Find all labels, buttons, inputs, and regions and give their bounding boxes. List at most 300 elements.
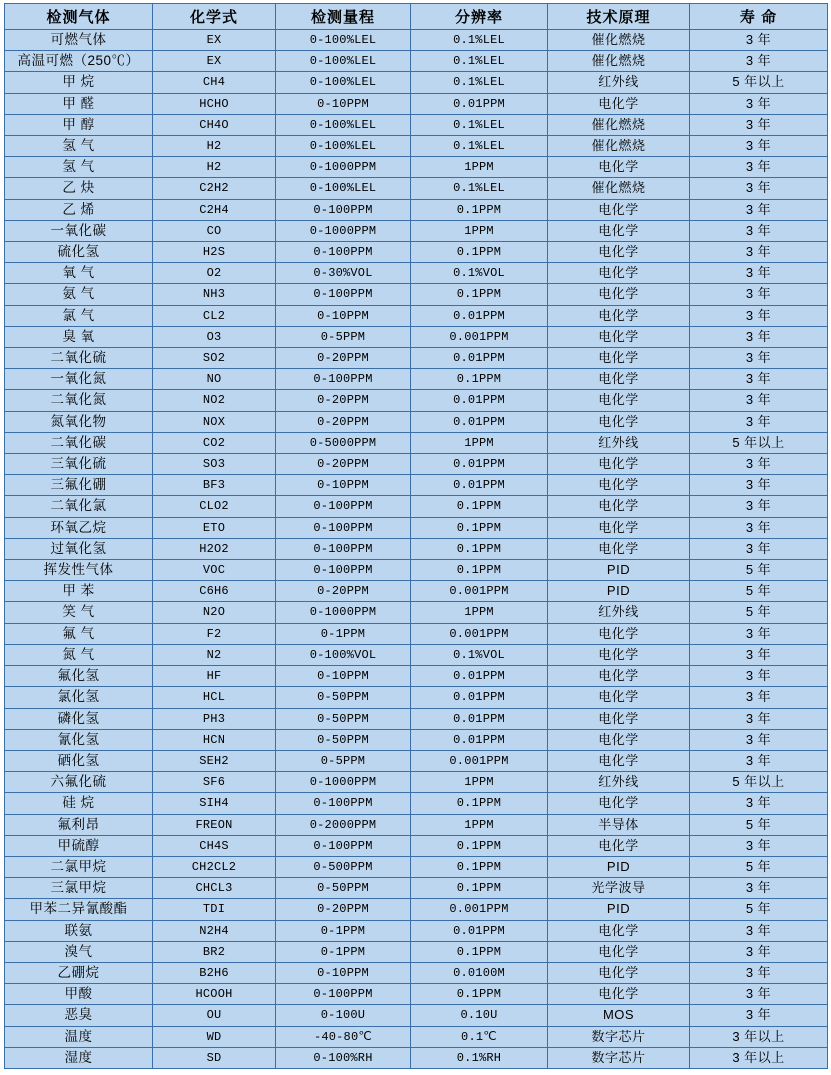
table-row (5, 644, 828, 665)
table-row (5, 602, 828, 623)
cell-lifespan: 3 年 (690, 475, 828, 496)
cell-principle: 电化学 (548, 962, 690, 983)
cell-range: 0-20PPM (276, 348, 411, 369)
cell-lifespan: 3 年 (690, 390, 828, 411)
cell-lifespan: 5 年 (690, 581, 828, 602)
table-row (5, 369, 828, 390)
cell-formula: SO3 (153, 454, 276, 475)
column-header-lifespan: 寿 命 (690, 4, 828, 30)
cell-gas: 硅 烷 (5, 793, 153, 814)
cell-resolution: 0.1PPM (411, 242, 548, 263)
cell-formula: O3 (153, 326, 276, 347)
table-row (5, 984, 828, 1005)
cell-lifespan: 3 年 (690, 793, 828, 814)
cell-range: 0-30%VOL (276, 263, 411, 284)
cell-lifespan: 3 年以上 (690, 1026, 828, 1047)
cell-range: 0-20PPM (276, 411, 411, 432)
cell-principle: 红外线 (548, 72, 690, 93)
table-row (5, 114, 828, 135)
cell-principle: 催化燃烧 (548, 114, 690, 135)
cell-range: 0-100%LEL (276, 72, 411, 93)
cell-gas: 氧 气 (5, 263, 153, 284)
cell-principle: 电化学 (548, 199, 690, 220)
cell-formula: TDI (153, 899, 276, 920)
cell-gas: 甲苯二异氰酸酯 (5, 899, 153, 920)
cell-principle: 电化学 (548, 242, 690, 263)
cell-resolution: 0.01PPM (411, 666, 548, 687)
cell-lifespan: 3 年 (690, 708, 828, 729)
cell-resolution: 0.01PPM (411, 411, 548, 432)
cell-principle: 电化学 (548, 220, 690, 241)
cell-range: 0-20PPM (276, 581, 411, 602)
cell-formula: O2 (153, 263, 276, 284)
cell-principle: 电化学 (548, 835, 690, 856)
cell-gas: 氯化氢 (5, 687, 153, 708)
cell-formula: C2H4 (153, 199, 276, 220)
cell-principle: 催化燃烧 (548, 178, 690, 199)
table-row (5, 750, 828, 771)
cell-formula: CHCL3 (153, 878, 276, 899)
cell-range: 0-10PPM (276, 475, 411, 496)
cell-range: 0-100PPM (276, 560, 411, 581)
cell-resolution: 0.1PPM (411, 878, 548, 899)
table-row (5, 411, 828, 432)
cell-gas: 一氧化碳 (5, 220, 153, 241)
table-row (5, 454, 828, 475)
cell-principle: 红外线 (548, 432, 690, 453)
cell-range: -40-80℃ (276, 1026, 411, 1047)
table-row (5, 220, 828, 241)
cell-resolution: 1PPM (411, 157, 548, 178)
cell-range: 0-100PPM (276, 199, 411, 220)
cell-range: 0-100%LEL (276, 136, 411, 157)
cell-formula: BF3 (153, 475, 276, 496)
cell-principle: 电化学 (548, 475, 690, 496)
cell-resolution: 0.001PPM (411, 326, 548, 347)
cell-gas: 硒化氢 (5, 750, 153, 771)
cell-gas: 二氧化碳 (5, 432, 153, 453)
cell-range: 0-1000PPM (276, 602, 411, 623)
table-row (5, 51, 828, 72)
cell-formula: SD (153, 1047, 276, 1068)
cell-range: 0-10PPM (276, 666, 411, 687)
table-row (5, 878, 828, 899)
cell-formula: NO (153, 369, 276, 390)
cell-formula: SF6 (153, 772, 276, 793)
cell-resolution: 0.01PPM (411, 475, 548, 496)
table-row (5, 623, 828, 644)
cell-formula: EX (153, 51, 276, 72)
cell-lifespan: 3 年 (690, 984, 828, 1005)
cell-gas: 一氧化氮 (5, 369, 153, 390)
cell-principle: 电化学 (548, 284, 690, 305)
cell-principle: 电化学 (548, 369, 690, 390)
cell-principle: 电化学 (548, 708, 690, 729)
cell-gas: 氟 气 (5, 623, 153, 644)
cell-resolution: 0.001PPM (411, 899, 548, 920)
cell-principle: 电化学 (548, 793, 690, 814)
table-row (5, 305, 828, 326)
cell-formula: NH3 (153, 284, 276, 305)
cell-formula: N2H4 (153, 920, 276, 941)
cell-resolution: 0.1%LEL (411, 114, 548, 135)
cell-principle: MOS (548, 1005, 690, 1026)
cell-lifespan: 5 年 (690, 814, 828, 835)
cell-formula: FREON (153, 814, 276, 835)
cell-principle: 电化学 (548, 263, 690, 284)
cell-range: 0-100PPM (276, 242, 411, 263)
cell-gas: 二氯甲烷 (5, 856, 153, 877)
table-row (5, 666, 828, 687)
cell-resolution: 0.01PPM (411, 708, 548, 729)
cell-formula: B2H6 (153, 962, 276, 983)
table-row (5, 687, 828, 708)
table-row (5, 581, 828, 602)
cell-principle: PID (548, 899, 690, 920)
table-row (5, 962, 828, 983)
cell-range: 0-20PPM (276, 390, 411, 411)
table-row (5, 136, 828, 157)
table-row (5, 1026, 828, 1047)
cell-range: 0-100%LEL (276, 51, 411, 72)
cell-resolution: 0.01PPM (411, 920, 548, 941)
cell-resolution: 0.01PPM (411, 454, 548, 475)
cell-lifespan: 3 年 (690, 348, 828, 369)
cell-formula: HCL (153, 687, 276, 708)
cell-lifespan: 3 年 (690, 369, 828, 390)
cell-formula: F2 (153, 623, 276, 644)
table-row (5, 475, 828, 496)
cell-gas: 硫化氢 (5, 242, 153, 263)
cell-gas: 甲硫醇 (5, 835, 153, 856)
cell-lifespan: 3 年 (690, 326, 828, 347)
cell-resolution: 0.1PPM (411, 560, 548, 581)
cell-range: 0-100PPM (276, 835, 411, 856)
cell-principle: 电化学 (548, 411, 690, 432)
cell-lifespan: 3 年 (690, 496, 828, 517)
table-row (5, 390, 828, 411)
cell-lifespan: 5 年 (690, 899, 828, 920)
cell-principle: 电化学 (548, 305, 690, 326)
cell-lifespan: 3 年 (690, 178, 828, 199)
cell-formula: CLO2 (153, 496, 276, 517)
cell-formula: OU (153, 1005, 276, 1026)
cell-gas: 甲 醇 (5, 114, 153, 135)
cell-principle: PID (548, 581, 690, 602)
cell-gas: 二氧化氮 (5, 390, 153, 411)
cell-formula: EX (153, 30, 276, 51)
cell-lifespan: 3 年 (690, 687, 828, 708)
cell-gas: 磷化氢 (5, 708, 153, 729)
cell-principle: 电化学 (548, 623, 690, 644)
cell-resolution: 0.1PPM (411, 941, 548, 962)
cell-resolution: 0.01PPM (411, 348, 548, 369)
table-body (5, 30, 828, 1069)
cell-principle: 电化学 (548, 517, 690, 538)
cell-resolution: 0.1PPM (411, 835, 548, 856)
cell-lifespan: 3 年 (690, 920, 828, 941)
cell-resolution: 0.1PPM (411, 984, 548, 1005)
cell-lifespan: 3 年 (690, 157, 828, 178)
cell-range: 0-100%LEL (276, 30, 411, 51)
table-row (5, 1047, 828, 1068)
cell-resolution: 0.01PPM (411, 729, 548, 750)
cell-principle: 电化学 (548, 157, 690, 178)
table-row (5, 899, 828, 920)
cell-lifespan: 3 年 (690, 454, 828, 475)
cell-resolution: 0.1PPM (411, 856, 548, 877)
cell-gas: 氯 气 (5, 305, 153, 326)
cell-gas: 氨 气 (5, 284, 153, 305)
cell-resolution: 1PPM (411, 220, 548, 241)
cell-formula: N2O (153, 602, 276, 623)
cell-gas: 挥发性气体 (5, 560, 153, 581)
cell-gas: 氟化氢 (5, 666, 153, 687)
cell-range: 0-100%RH (276, 1047, 411, 1068)
cell-lifespan: 3 年 (690, 538, 828, 559)
table-header-row (5, 4, 828, 30)
cell-principle: 电化学 (548, 348, 690, 369)
cell-range: 0-1PPM (276, 941, 411, 962)
cell-formula: ETO (153, 517, 276, 538)
cell-gas: 氟利昂 (5, 814, 153, 835)
cell-resolution: 0.10U (411, 1005, 548, 1026)
cell-lifespan: 3 年 (690, 623, 828, 644)
cell-range: 0-100%LEL (276, 114, 411, 135)
cell-lifespan: 3 年 (690, 242, 828, 263)
cell-gas: 笑 气 (5, 602, 153, 623)
cell-range: 0-20PPM (276, 454, 411, 475)
cell-formula: NOX (153, 411, 276, 432)
cell-formula: CH4 (153, 72, 276, 93)
cell-resolution: 0.1%VOL (411, 263, 548, 284)
cell-formula: HF (153, 666, 276, 687)
cell-range: 0-50PPM (276, 708, 411, 729)
table-row (5, 326, 828, 347)
table-row (5, 263, 828, 284)
cell-resolution: 1PPM (411, 814, 548, 835)
cell-gas: 三氯甲烷 (5, 878, 153, 899)
cell-lifespan: 3 年 (690, 835, 828, 856)
table-row (5, 835, 828, 856)
cell-principle: 电化学 (548, 93, 690, 114)
cell-range: 0-10PPM (276, 962, 411, 983)
cell-resolution: 0.01PPM (411, 305, 548, 326)
column-header-gas: 检测气体 (5, 4, 153, 30)
cell-formula: H2S (153, 242, 276, 263)
cell-principle: PID (548, 560, 690, 581)
table-row (5, 242, 828, 263)
cell-lifespan: 3 年 (690, 962, 828, 983)
cell-formula: PH3 (153, 708, 276, 729)
cell-principle: 电化学 (548, 687, 690, 708)
cell-principle: 电化学 (548, 644, 690, 665)
cell-range: 0-2000PPM (276, 814, 411, 835)
cell-principle: 电化学 (548, 390, 690, 411)
table-row (5, 772, 828, 793)
cell-range: 0-1PPM (276, 920, 411, 941)
cell-gas: 恶臭 (5, 1005, 153, 1026)
cell-range: 0-100%LEL (276, 178, 411, 199)
cell-gas: 可燃气体 (5, 30, 153, 51)
cell-formula: H2 (153, 157, 276, 178)
table-row (5, 496, 828, 517)
cell-gas: 环氧乙烷 (5, 517, 153, 538)
cell-principle: 电化学 (548, 941, 690, 962)
table-row (5, 199, 828, 220)
cell-lifespan: 3 年 (690, 941, 828, 962)
cell-range: 0-50PPM (276, 878, 411, 899)
table-row (5, 1005, 828, 1026)
cell-lifespan: 3 年 (690, 220, 828, 241)
table-row (5, 178, 828, 199)
cell-resolution: 0.1%LEL (411, 51, 548, 72)
cell-gas: 溴气 (5, 941, 153, 962)
cell-formula: H2O2 (153, 538, 276, 559)
cell-resolution: 0.1PPM (411, 496, 548, 517)
cell-principle: 电化学 (548, 666, 690, 687)
cell-principle: 催化燃烧 (548, 30, 690, 51)
cell-lifespan: 3 年 (690, 517, 828, 538)
cell-resolution: 0.01PPM (411, 390, 548, 411)
cell-range: 0-100PPM (276, 496, 411, 517)
cell-lifespan: 5 年以上 (690, 772, 828, 793)
cell-lifespan: 3 年 (690, 199, 828, 220)
cell-principle: 电化学 (548, 750, 690, 771)
cell-range: 0-5000PPM (276, 432, 411, 453)
cell-formula: CH4O (153, 114, 276, 135)
table-row (5, 941, 828, 962)
table-row (5, 729, 828, 750)
cell-lifespan: 3 年 (690, 666, 828, 687)
cell-formula: CL2 (153, 305, 276, 326)
cell-gas: 氢 气 (5, 157, 153, 178)
cell-lifespan: 5 年 (690, 602, 828, 623)
cell-lifespan: 5 年 (690, 560, 828, 581)
table-row (5, 432, 828, 453)
cell-resolution: 0.01PPM (411, 687, 548, 708)
cell-range: 0-100PPM (276, 284, 411, 305)
cell-principle: 半导体 (548, 814, 690, 835)
cell-gas: 三氟化硼 (5, 475, 153, 496)
table-row (5, 157, 828, 178)
cell-lifespan: 3 年 (690, 284, 828, 305)
cell-gas: 乙硼烷 (5, 962, 153, 983)
cell-range: 0-5PPM (276, 750, 411, 771)
cell-principle: 电化学 (548, 984, 690, 1005)
cell-formula: CO (153, 220, 276, 241)
table-row (5, 814, 828, 835)
table-row (5, 284, 828, 305)
cell-formula: CH4S (153, 835, 276, 856)
cell-formula: HCN (153, 729, 276, 750)
cell-resolution: 0.001PPM (411, 750, 548, 771)
cell-lifespan: 3 年 (690, 411, 828, 432)
cell-principle: 光学波导 (548, 878, 690, 899)
column-header-formula: 化学式 (153, 4, 276, 30)
cell-lifespan: 3 年 (690, 136, 828, 157)
table-row (5, 538, 828, 559)
cell-resolution: 0.1PPM (411, 369, 548, 390)
cell-gas: 甲 苯 (5, 581, 153, 602)
cell-range: 0-500PPM (276, 856, 411, 877)
cell-gas: 甲酸 (5, 984, 153, 1005)
cell-range: 0-1000PPM (276, 772, 411, 793)
cell-gas: 甲 醛 (5, 93, 153, 114)
cell-range: 0-100U (276, 1005, 411, 1026)
cell-range: 0-50PPM (276, 729, 411, 750)
cell-formula: HCOOH (153, 984, 276, 1005)
cell-formula: VOC (153, 560, 276, 581)
table-row (5, 348, 828, 369)
cell-formula: SEH2 (153, 750, 276, 771)
column-header-resolution: 分辨率 (411, 4, 548, 30)
cell-gas: 氮氧化物 (5, 411, 153, 432)
cell-principle: 数字芯片 (548, 1047, 690, 1068)
cell-lifespan: 3 年 (690, 729, 828, 750)
cell-principle: 电化学 (548, 496, 690, 517)
column-header-principle: 技术原理 (548, 4, 690, 30)
cell-resolution: 0.1%RH (411, 1047, 548, 1068)
cell-range: 0-100PPM (276, 984, 411, 1005)
cell-gas: 三氧化硫 (5, 454, 153, 475)
cell-gas: 氰化氢 (5, 729, 153, 750)
cell-principle: 催化燃烧 (548, 51, 690, 72)
cell-resolution: 0.0100M (411, 962, 548, 983)
table-header (5, 4, 828, 30)
cell-principle: 电化学 (548, 454, 690, 475)
cell-lifespan: 3 年 (690, 644, 828, 665)
cell-lifespan: 3 年 (690, 51, 828, 72)
cell-resolution: 0.1%LEL (411, 178, 548, 199)
cell-gas: 乙 炔 (5, 178, 153, 199)
gas-specification-table (4, 3, 828, 1069)
cell-range: 0-50PPM (276, 687, 411, 708)
cell-principle: PID (548, 856, 690, 877)
cell-resolution: 0.1PPM (411, 517, 548, 538)
cell-gas: 过氧化氢 (5, 538, 153, 559)
cell-formula: BR2 (153, 941, 276, 962)
cell-gas: 六氟化硫 (5, 772, 153, 793)
table-row (5, 793, 828, 814)
cell-range: 0-100PPM (276, 793, 411, 814)
cell-resolution: 0.1%VOL (411, 644, 548, 665)
cell-lifespan: 5 年 (690, 856, 828, 877)
cell-resolution: 1PPM (411, 772, 548, 793)
cell-range: 0-100PPM (276, 517, 411, 538)
table-row (5, 708, 828, 729)
cell-principle: 电化学 (548, 729, 690, 750)
cell-resolution: 0.1%LEL (411, 72, 548, 93)
cell-lifespan: 3 年 (690, 114, 828, 135)
cell-resolution: 0.1PPM (411, 793, 548, 814)
cell-range: 0-10PPM (276, 305, 411, 326)
cell-gas: 二氧化硫 (5, 348, 153, 369)
cell-lifespan: 3 年 (690, 263, 828, 284)
table-row (5, 517, 828, 538)
cell-resolution: 0.001PPM (411, 623, 548, 644)
cell-principle: 电化学 (548, 326, 690, 347)
cell-lifespan: 5 年以上 (690, 72, 828, 93)
table-row (5, 560, 828, 581)
cell-resolution: 1PPM (411, 602, 548, 623)
cell-formula: H2 (153, 136, 276, 157)
cell-range: 0-100PPM (276, 369, 411, 390)
cell-gas: 甲 烷 (5, 72, 153, 93)
cell-range: 0-100PPM (276, 538, 411, 559)
cell-range: 0-10PPM (276, 93, 411, 114)
cell-principle: 红外线 (548, 772, 690, 793)
